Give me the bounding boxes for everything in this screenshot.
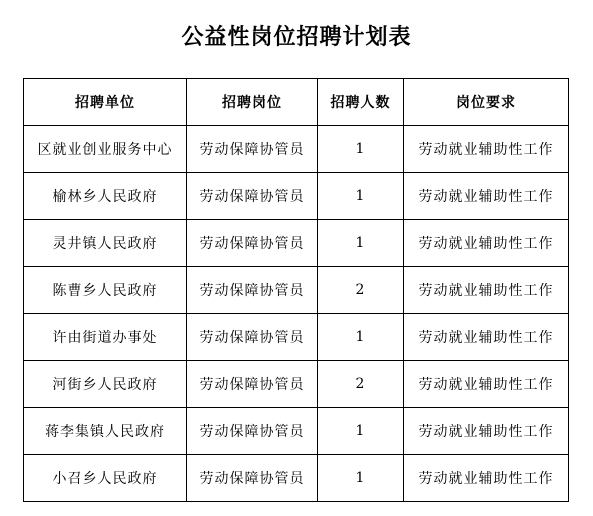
cell-requirement: 劳动就业辅助性工作 [404, 408, 569, 455]
cell-count: 1 [318, 173, 404, 220]
cell-unit: 许由街道办事处 [24, 314, 187, 361]
cell-requirement: 劳动就业辅助性工作 [404, 455, 569, 502]
cell-position: 劳动保障协管员 [187, 220, 318, 267]
table-row [24, 361, 569, 408]
cell-count: 1 [318, 314, 404, 361]
page-title: 公益性岗位招聘计划表 [181, 24, 412, 50]
cell-unit: 蒋李集镇人民政府 [24, 408, 187, 455]
cell-count: 1 [318, 126, 404, 173]
cell-unit: 榆林乡人民政府 [24, 173, 187, 220]
cell-position: 劳动保障协管员 [187, 361, 318, 408]
table-row [24, 314, 569, 361]
cell-count: 1 [318, 220, 404, 267]
cell-position: 劳动保障协管员 [187, 267, 318, 314]
column-header-requirement: 岗位要求 [404, 79, 569, 126]
cell-count: 1 [318, 455, 404, 502]
column-header-count: 招聘人数 [318, 79, 404, 126]
table-row [24, 173, 569, 220]
cell-position: 劳动保障协管员 [187, 455, 318, 502]
cell-unit: 区就业创业服务中心 [24, 126, 187, 173]
cell-position: 劳动保障协管员 [187, 126, 318, 173]
cell-requirement: 劳动就业辅助性工作 [404, 173, 569, 220]
cell-requirement: 劳动就业辅助性工作 [404, 220, 569, 267]
cell-count: 1 [318, 408, 404, 455]
table-row [24, 126, 569, 173]
table-row [24, 408, 569, 455]
table-header-row [24, 79, 569, 126]
table-row [24, 220, 569, 267]
column-header-unit: 招聘单位 [24, 79, 187, 126]
cell-requirement: 劳动就业辅助性工作 [404, 361, 569, 408]
column-header-position: 招聘岗位 [187, 79, 318, 126]
cell-unit: 河街乡人民政府 [24, 361, 187, 408]
table-row [24, 267, 569, 314]
cell-requirement: 劳动就业辅助性工作 [404, 314, 569, 361]
cell-position: 劳动保障协管员 [187, 314, 318, 361]
cell-unit: 陈曹乡人民政府 [24, 267, 187, 314]
cell-unit: 小召乡人民政府 [24, 455, 187, 502]
cell-unit: 灵井镇人民政府 [24, 220, 187, 267]
cell-position: 劳动保障协管员 [187, 173, 318, 220]
table-row [24, 455, 569, 502]
cell-position: 劳动保障协管员 [187, 408, 318, 455]
cell-count: 2 [318, 267, 404, 314]
cell-count: 2 [318, 361, 404, 408]
cell-requirement: 劳动就业辅助性工作 [404, 126, 569, 173]
recruitment-plan-table [23, 78, 569, 502]
cell-requirement: 劳动就业辅助性工作 [404, 267, 569, 314]
